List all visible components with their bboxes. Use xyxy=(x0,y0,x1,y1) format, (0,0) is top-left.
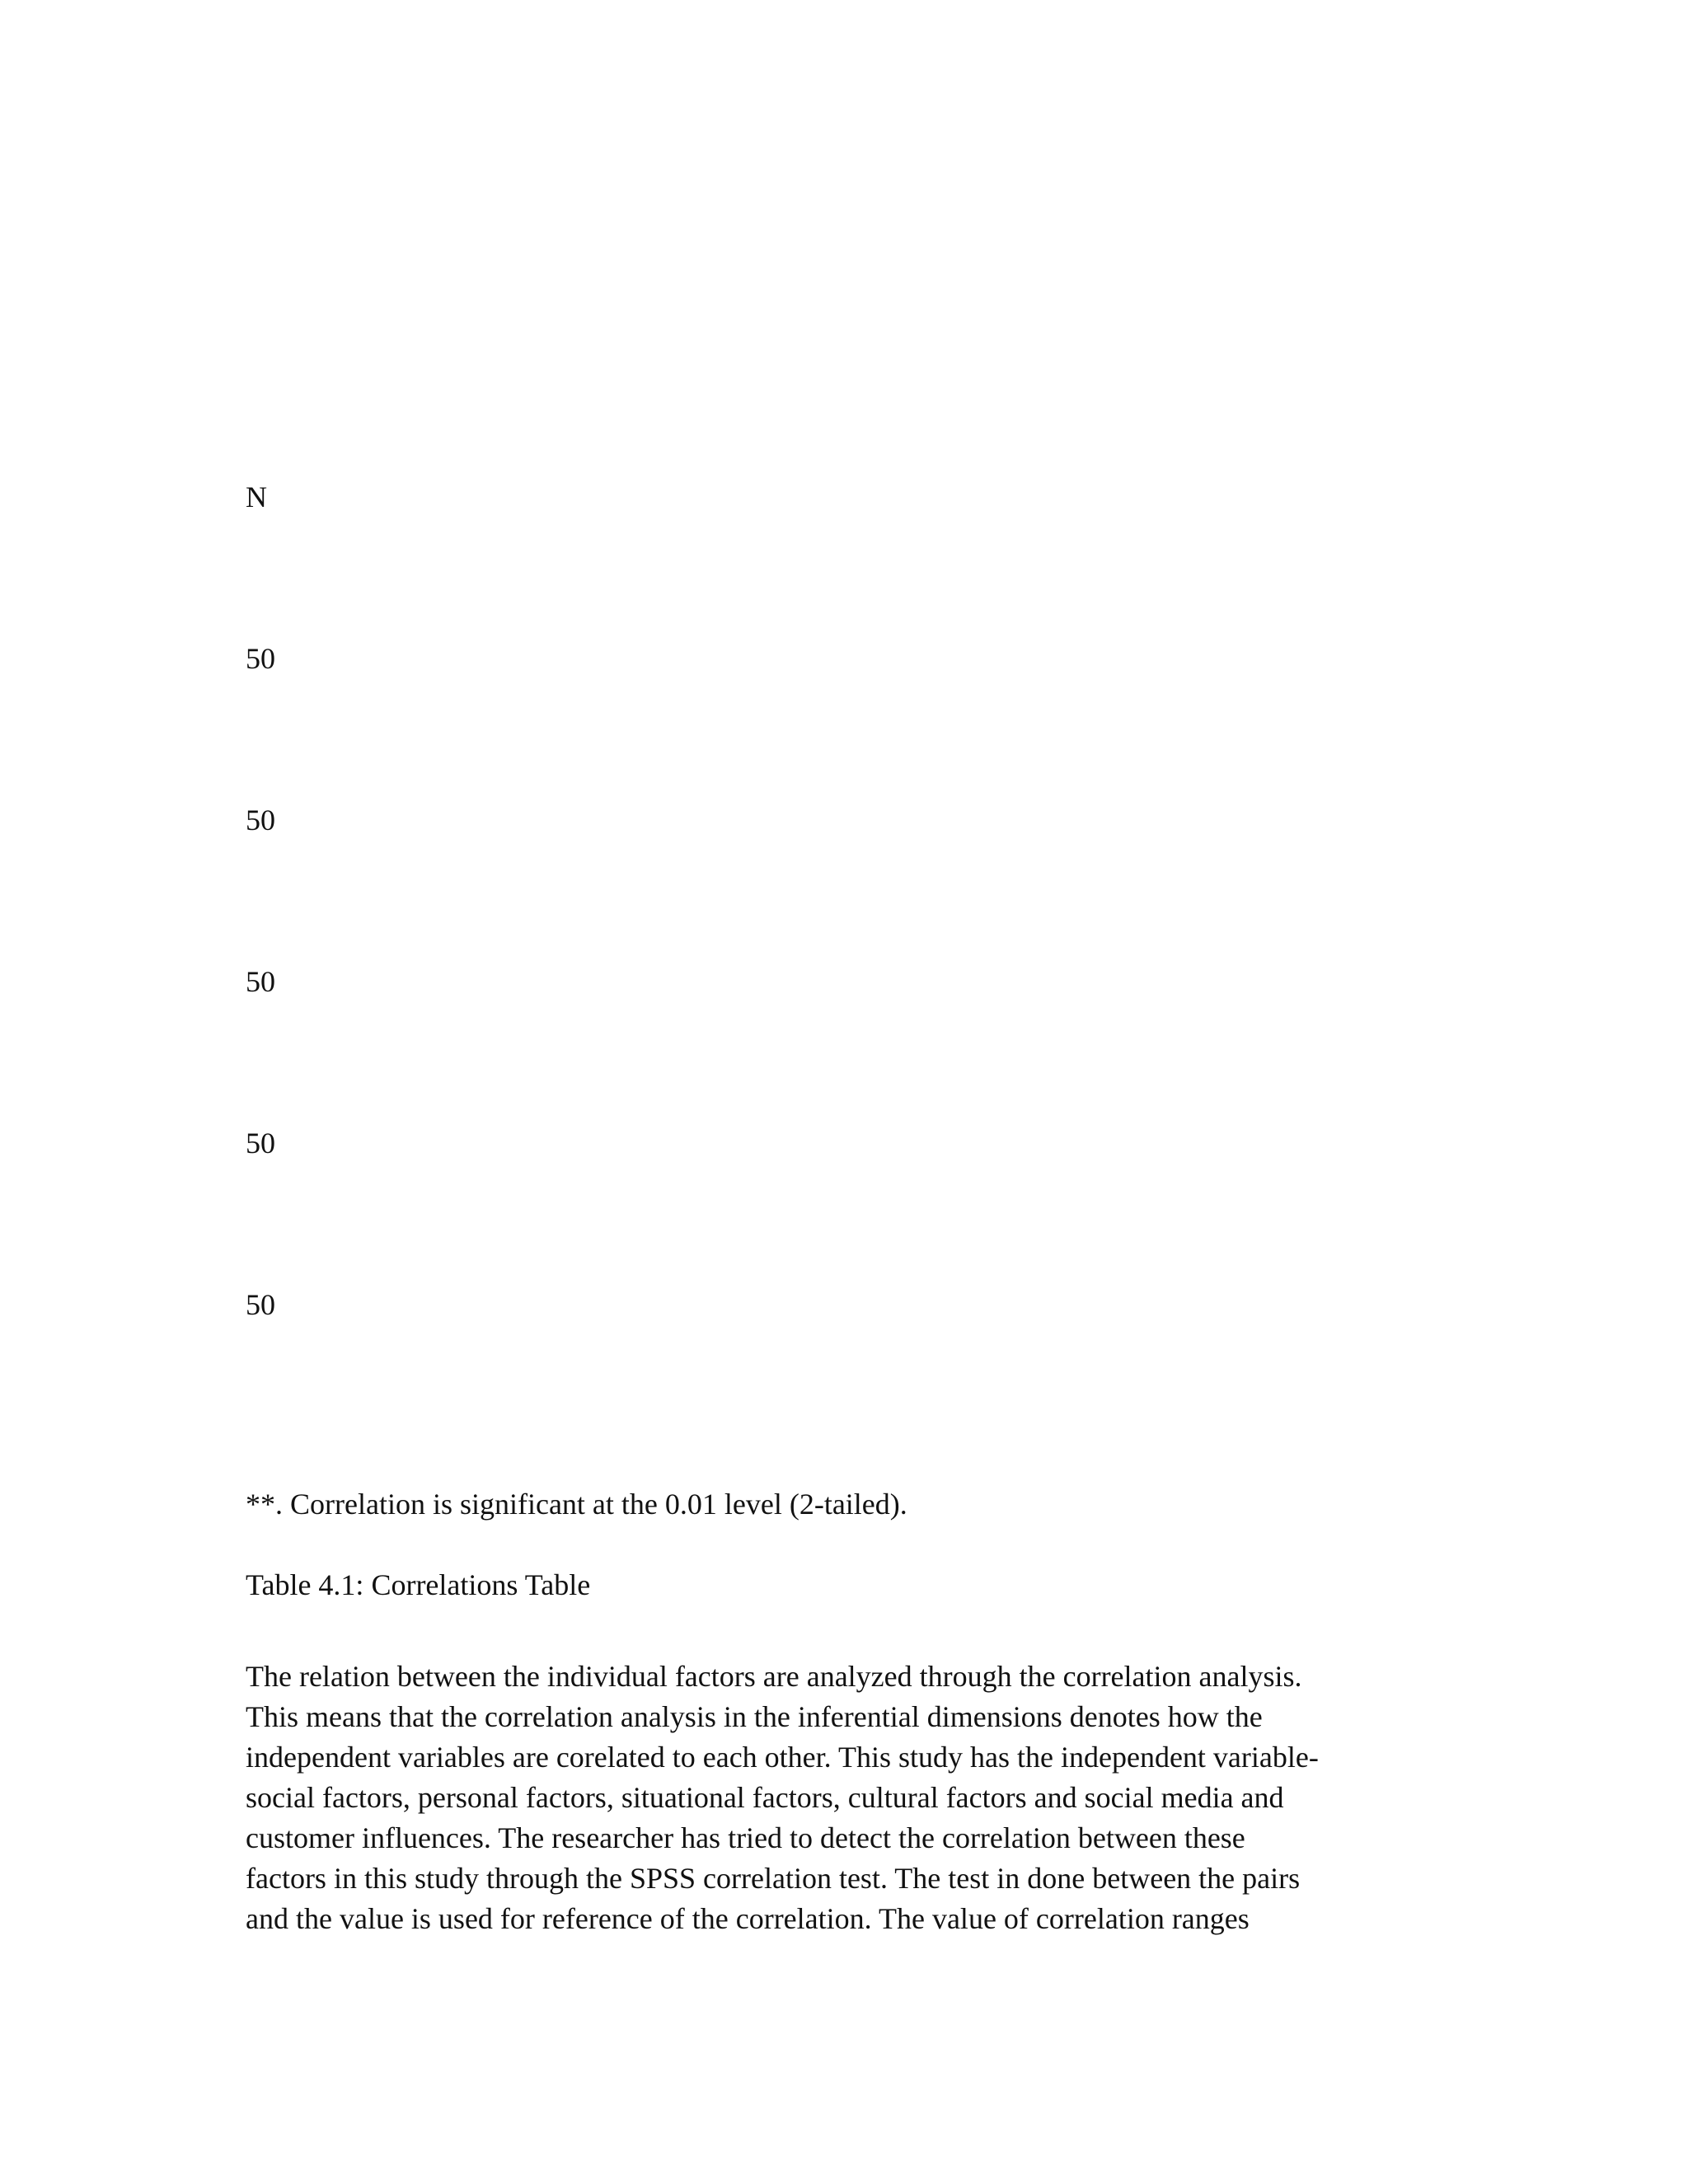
paragraph-line: The relation between the individual factors are analyzed through the correlation analysis. xyxy=(246,1660,1302,1693)
n-value: 50 xyxy=(246,1288,275,1321)
paragraph-line: social factors, personal factors, situational factors, cultural factors and social media and xyxy=(246,1781,1284,1814)
paragraph-line: customer influences. The researcher has tried to detect the correlation between these xyxy=(246,1821,1245,1854)
paragraph-line: factors in this study through the SPSS correlation test. The test in done between the pairs xyxy=(246,1862,1301,1895)
paragraph-line: independent variables are corelated to each other. This study has the independent variable- xyxy=(246,1741,1319,1774)
body-paragraph xyxy=(246,1657,1441,1939)
paragraph-line: and the value is used for reference of the correlation. The value of correlation ranges xyxy=(246,1902,1250,1935)
n-value: 50 xyxy=(246,965,275,998)
n-value: 50 xyxy=(246,804,275,837)
column-label-n: N xyxy=(246,480,267,513)
n-value: 50 xyxy=(246,642,275,675)
n-value: 50 xyxy=(246,1127,275,1160)
table-caption: Table 4.1: Correlations Table xyxy=(246,1568,591,1601)
footnote: **. Correlation is significant at the 0.01 level (2-tailed). xyxy=(246,1488,907,1521)
paragraph-line: This means that the correlation analysis in the inferential dimensions denotes how the xyxy=(246,1700,1263,1733)
